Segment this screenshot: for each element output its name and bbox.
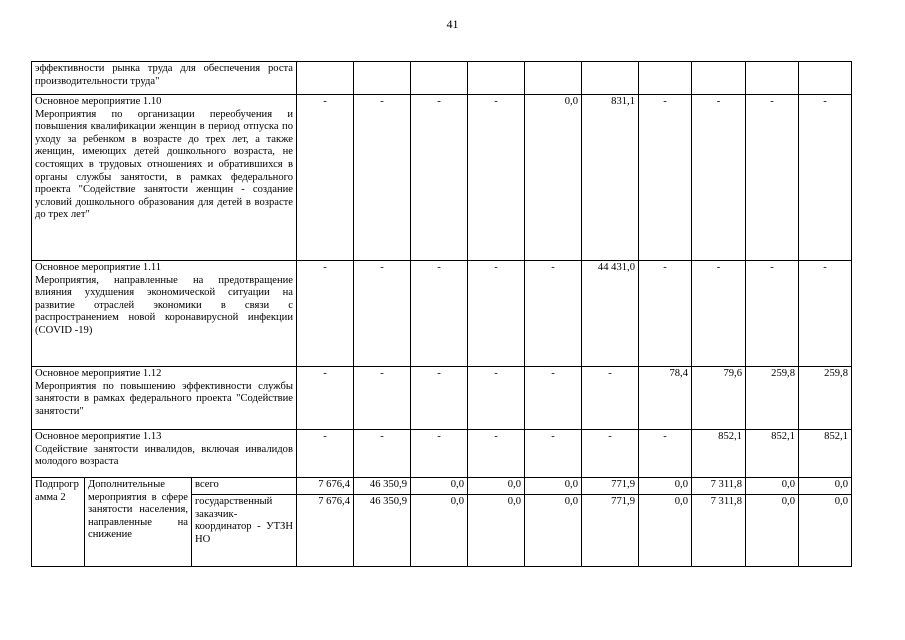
row-body: Мероприятия, направленные на предотвращение влияния ухудшения экономической ситуации на развитие отраслей экономики в связи с распространением новой коронавирусной инфекции (COVID -19) xyxy=(35,274,293,336)
subprogram-line-label: государственный заказчик-координатор - УТЗН НО xyxy=(192,495,297,567)
cell-value: 0,0 xyxy=(746,478,799,495)
cell-value: 78,4 xyxy=(639,367,692,430)
cell-value: 46 350,9 xyxy=(354,478,411,495)
cell-value: 7 676,4 xyxy=(297,478,354,495)
cell-value: - xyxy=(411,261,468,367)
row-description xyxy=(32,95,297,261)
cell-value: - xyxy=(746,95,799,261)
table-row xyxy=(32,367,852,430)
cell-value: - xyxy=(582,367,639,430)
row-description xyxy=(32,367,297,430)
cell-value: - xyxy=(297,95,354,261)
cell-value: 0,0 xyxy=(525,495,582,567)
cell-value: - xyxy=(582,430,639,478)
table-row-continued xyxy=(32,62,852,95)
cell-value: - xyxy=(354,367,411,430)
table-row-subprogram-total xyxy=(32,478,852,495)
cell-value: 0,0 xyxy=(799,478,852,495)
cell-value: 0,0 xyxy=(525,95,582,261)
cell-value: - xyxy=(799,261,852,367)
cell-value: 7 311,8 xyxy=(692,478,746,495)
cell-value: 0,0 xyxy=(746,495,799,567)
row-title: Основное мероприятие 1.10 xyxy=(35,96,162,107)
cell-value: - xyxy=(354,261,411,367)
cell-value: - xyxy=(354,430,411,478)
row-title: Основное мероприятие 1.11 xyxy=(35,262,162,273)
subprogram-line-label: всего xyxy=(192,478,297,495)
subprogram-label: Подпрограмма 2 xyxy=(32,478,85,567)
table-row xyxy=(32,430,852,478)
cell-value: - xyxy=(799,95,852,261)
table-row xyxy=(32,95,852,261)
cell-value: - xyxy=(411,430,468,478)
cell-value: - xyxy=(639,95,692,261)
cell-value: - xyxy=(692,261,746,367)
row-title: Основное мероприятие 1.13 xyxy=(35,431,162,442)
cell-value: 771,9 xyxy=(582,495,639,567)
cell-value: 0,0 xyxy=(468,495,525,567)
cell-value: 0,0 xyxy=(525,478,582,495)
cell-value: - xyxy=(525,430,582,478)
row-description xyxy=(32,261,297,367)
cell-value: 44 431,0 xyxy=(582,261,639,367)
row-body: Содействие занятости инвалидов, включая инвалидов молодого возраста xyxy=(35,443,293,468)
cell-value: 79,6 xyxy=(692,367,746,430)
cell-value: - xyxy=(411,367,468,430)
cell-value: 7 311,8 xyxy=(692,495,746,567)
cell-value: - xyxy=(354,95,411,261)
cell-value: 852,1 xyxy=(692,430,746,478)
cell-value: 0,0 xyxy=(639,478,692,495)
cell-value: 852,1 xyxy=(746,430,799,478)
budget-table xyxy=(31,61,852,567)
cell-value: 0,0 xyxy=(799,495,852,567)
row-body: Мероприятия по организации переобучения и повышения квалификации женщин в период отпуска по уходу за ребенком в возрасте до трех лет, а также женщин, имеющих детей дошкольного возраста, не состоящих в трудовых отношениях и обратившихся в органы службы занятости, в рамках федерального проекта "Содействие занятости женщин - создание условий дошкольного образования для детей в возрасте до трех лет" xyxy=(35,108,293,221)
cell-value: 0,0 xyxy=(468,478,525,495)
cell-value: - xyxy=(297,261,354,367)
cell-value: 852,1 xyxy=(799,430,852,478)
cell-value: 0,0 xyxy=(411,478,468,495)
cell-value: 46 350,9 xyxy=(354,495,411,567)
cell-value: - xyxy=(297,430,354,478)
cell-value: 0,0 xyxy=(639,495,692,567)
cell-value: 0,0 xyxy=(411,495,468,567)
cell-value: 771,9 xyxy=(582,478,639,495)
page-number: 41 xyxy=(446,17,459,31)
cell-value: 259,8 xyxy=(746,367,799,430)
cell-value: 259,8 xyxy=(799,367,852,430)
cell-value: - xyxy=(468,430,525,478)
cell-value: - xyxy=(525,261,582,367)
cell-value: - xyxy=(639,261,692,367)
cell-value: - xyxy=(468,95,525,261)
cell-value: - xyxy=(639,430,692,478)
row-description xyxy=(32,430,297,478)
cell-value: - xyxy=(468,261,525,367)
cell-value: - xyxy=(746,261,799,367)
cell-value: - xyxy=(411,95,468,261)
cell-value: - xyxy=(468,367,525,430)
row-title: Основное мероприятие 1.12 xyxy=(35,368,162,379)
row-continued-text: эффективности рынка труда для обеспечения роста производительности труда" xyxy=(32,62,297,95)
cell-value: - xyxy=(692,95,746,261)
cell-value: - xyxy=(297,367,354,430)
cell-value: 831,1 xyxy=(582,95,639,261)
table-row xyxy=(32,261,852,367)
subprogram-description: Дополнительные мероприятия в сфере занятости населения, направленные на снижение xyxy=(85,478,192,567)
row-body: Мероприятия по повышению эффективности службы занятости в рамках федерального проекта "Содействие занятости" xyxy=(35,380,293,417)
cell-value: - xyxy=(525,367,582,430)
cell-value: 7 676,4 xyxy=(297,495,354,567)
